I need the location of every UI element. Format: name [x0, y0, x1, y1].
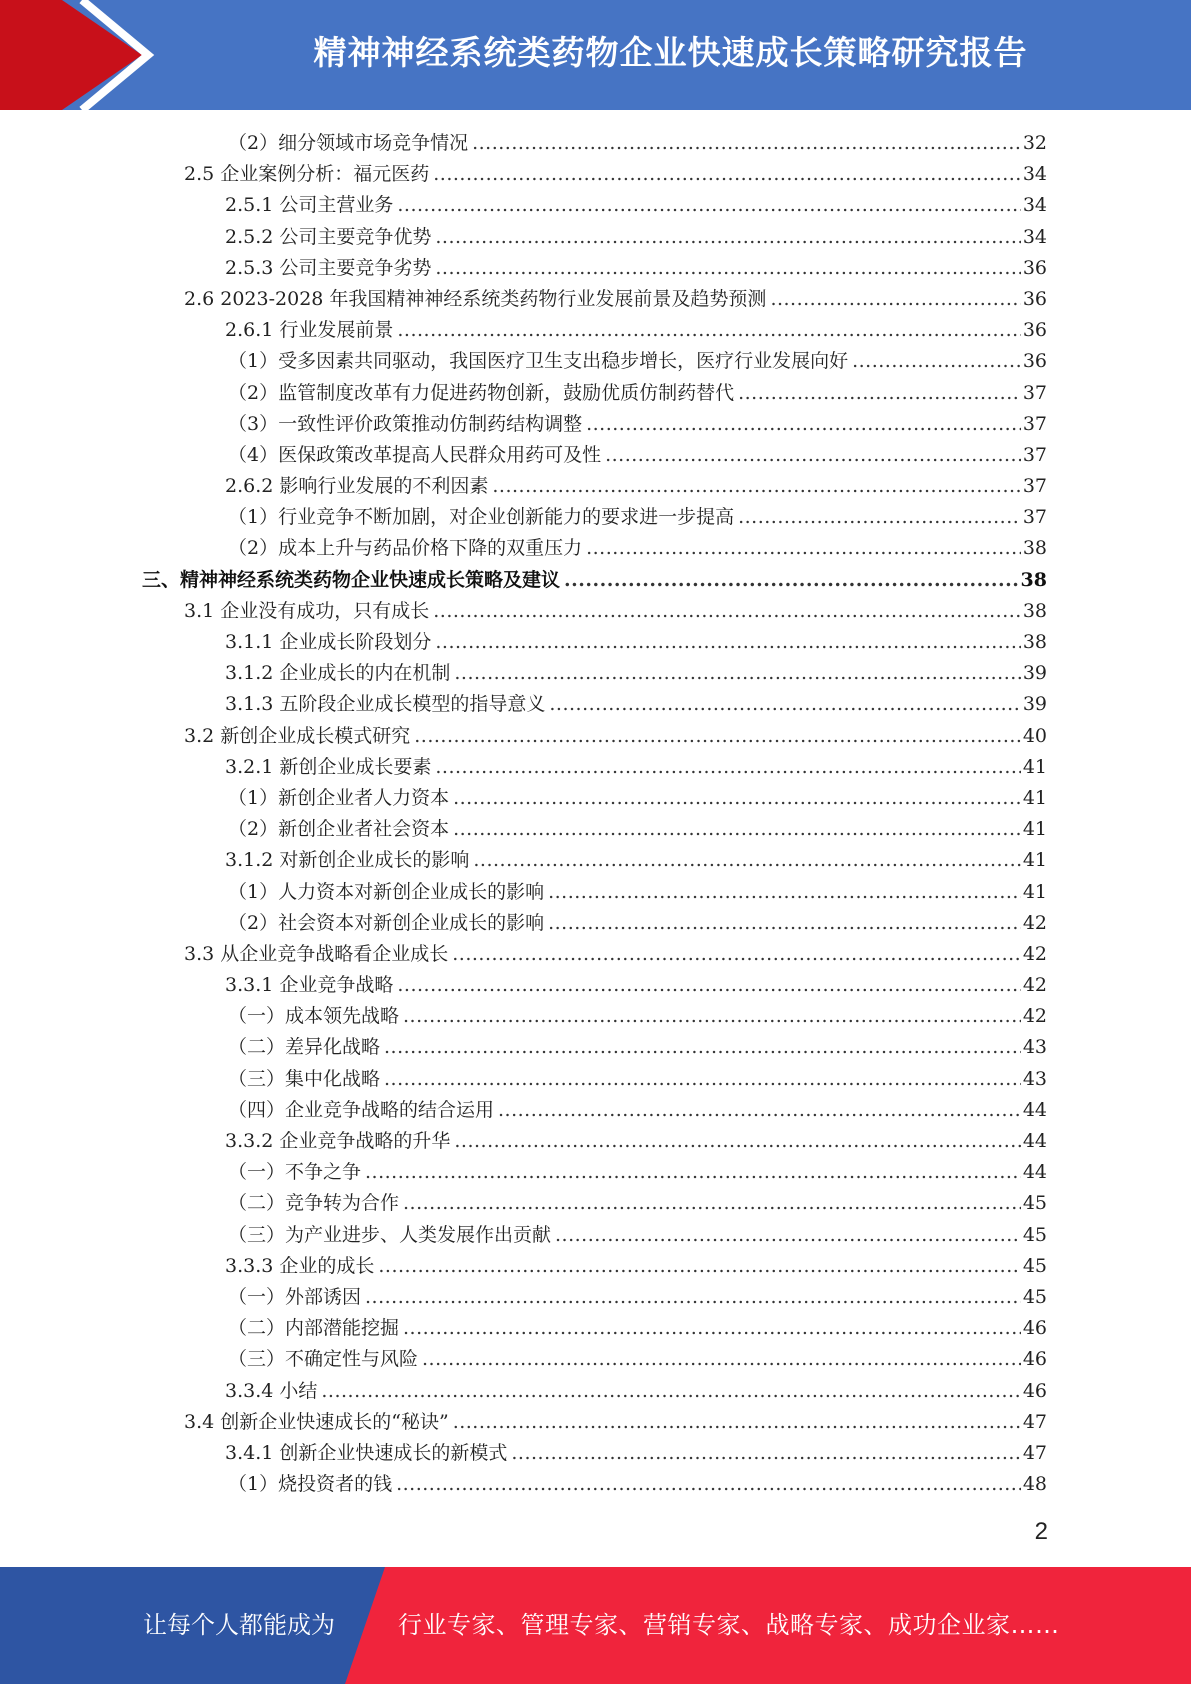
toc-entry-page: 34 [1022, 225, 1047, 248]
toc-entry[interactable] [0, 689, 1191, 720]
toc-entry-page: 34 [1022, 194, 1047, 217]
toc-dot-leader [605, 440, 1021, 471]
toc-entry[interactable] [0, 565, 1191, 596]
toc-dot-leader [498, 1095, 1021, 1126]
toc-entry[interactable] [0, 1001, 1191, 1032]
toc-entry[interactable] [0, 1438, 1191, 1469]
toc-entry[interactable] [0, 814, 1191, 845]
toc-entry-page: 42 [1022, 1005, 1047, 1028]
toc-entry[interactable] [0, 222, 1191, 253]
toc-entry-page: 32 [1022, 132, 1047, 154]
toc-dot-leader [435, 222, 1020, 253]
toc-entry-title: 2.5.3 公司主要竞争劣势 [225, 256, 432, 279]
toc-dot-leader [555, 1220, 1021, 1251]
toc-entry-page: 41 [1022, 818, 1047, 841]
toc-entry-page: 44 [1022, 1098, 1047, 1121]
toc-entry[interactable] [0, 1220, 1191, 1251]
toc-entry-page: 38 [1022, 599, 1047, 622]
toc-entry-page: 37 [1022, 381, 1047, 404]
toc-dot-leader [435, 253, 1020, 284]
toc-dot-leader [384, 1032, 1021, 1063]
toc-entry-page: 44 [1022, 1161, 1047, 1184]
toc-entry-title: 2.5.1 公司主营业务 [225, 194, 394, 217]
toc-dot-leader [738, 378, 1021, 409]
toc-entry-title: 3.3 从企业竞争战略看企业成长 [184, 942, 449, 965]
footer-slogan-left: 让每个人都能成为 [143, 1611, 335, 1639]
toc-entry[interactable] [0, 1376, 1191, 1407]
toc-dot-leader [403, 1313, 1021, 1344]
toc-entry[interactable] [0, 502, 1191, 533]
toc-entry-title: （三）不确定性与风险 [228, 1348, 419, 1371]
toc-entry-title: 3.2 新创企业成长模式研究 [184, 724, 411, 747]
toc-entry[interactable] [0, 378, 1191, 409]
toc-entry[interactable] [0, 1095, 1191, 1126]
toc-entry-title: （三）集中化战略 [228, 1067, 381, 1090]
toc-dot-leader [435, 752, 1020, 783]
toc-entry-page: 39 [1022, 662, 1047, 685]
table-of-contents [0, 128, 1191, 1500]
toc-dot-leader [472, 128, 1021, 159]
toc-dot-leader [473, 845, 1020, 876]
toc-entry[interactable] [0, 596, 1191, 627]
toc-dot-leader [435, 627, 1020, 658]
toc-dot-leader [365, 1157, 1021, 1188]
toc-entry[interactable] [0, 1313, 1191, 1344]
toc-entry-page: 40 [1022, 724, 1047, 747]
toc-dot-leader [433, 159, 1021, 190]
toc-entry[interactable] [0, 1469, 1191, 1500]
toc-dot-leader [770, 284, 1020, 315]
toc-entry[interactable] [0, 128, 1191, 159]
toc-entry-page: 37 [1022, 506, 1047, 529]
toc-entry-title: （一）不争之争 [228, 1161, 362, 1184]
toc-entry[interactable] [0, 1251, 1191, 1282]
toc-entry-page: 41 [1022, 849, 1047, 872]
toc-entry-title: （1）新创企业者人力资本 [228, 786, 450, 809]
toc-dot-leader [397, 190, 1020, 221]
toc-entry[interactable] [0, 440, 1191, 471]
toc-dot-leader [365, 1282, 1021, 1313]
toc-dot-leader [454, 658, 1020, 689]
toc-entry-title: 3.4.1 创新企业快速成长的新模式 [225, 1441, 508, 1464]
toc-entry-title: （二）内部潜能挖掘 [228, 1317, 400, 1340]
toc-entry-page: 37 [1022, 475, 1047, 498]
toc-entry-title: 3.3.3 企业的成长 [225, 1254, 375, 1277]
toc-entry[interactable] [0, 1126, 1191, 1157]
toc-entry-title: （3）一致性评价政策推动仿制药结构调整 [228, 412, 583, 435]
toc-entry-page: 41 [1022, 880, 1047, 903]
toc-entry[interactable] [0, 471, 1191, 502]
toc-entry-page: 46 [1022, 1317, 1047, 1340]
toc-entry-title: （1）受多因素共同驱动，我国医疗卫生支出稳步增长，医疗行业发展向好 [228, 350, 849, 373]
toc-entry[interactable] [0, 1344, 1191, 1375]
toc-entry-page: 34 [1022, 163, 1047, 186]
toc-entry-page: 41 [1022, 755, 1047, 778]
toc-entry-title: 3.3.1 企业竞争战略 [225, 974, 394, 997]
toc-entry-title: （2）监管制度改革有力促进药物创新，鼓励优质仿制药替代 [228, 381, 735, 404]
toc-entry-title: 3.3.2 企业竞争战略的升华 [225, 1130, 451, 1152]
toc-entry-page: 41 [1022, 786, 1047, 809]
toc-dot-leader [586, 409, 1021, 440]
toc-dot-leader [492, 471, 1020, 502]
toc-dot-leader [403, 1188, 1021, 1219]
toc-dot-leader [378, 1251, 1020, 1282]
toc-entry[interactable] [0, 315, 1191, 346]
toc-dot-leader [548, 908, 1021, 939]
toc-entry-page: 48 [1022, 1473, 1047, 1496]
toc-dot-leader [397, 970, 1020, 1001]
toc-entry-title: 3.1.2 对新创企业成长的影响 [225, 849, 470, 872]
toc-entry[interactable] [0, 627, 1191, 658]
toc-entry-title: 3.1.2 企业成长的内在机制 [225, 662, 451, 685]
toc-dot-leader [453, 814, 1021, 845]
toc-entry-title: （二）差异化战略 [228, 1036, 381, 1059]
toc-dot-leader [549, 689, 1020, 720]
toc-dot-leader [852, 346, 1021, 377]
toc-dot-leader [738, 502, 1021, 533]
toc-entry-title: 2.6.2 影响行业发展的不利因素 [225, 475, 489, 498]
toc-entry-page: 37 [1022, 412, 1047, 435]
toc-entry-title: （2）社会资本对新创企业成长的影响 [228, 911, 545, 934]
toc-dot-leader [321, 1376, 1020, 1407]
toc-dot-leader [433, 596, 1021, 627]
toc-entry-title: 2.5 企业案例分析：福元医药 [184, 163, 430, 186]
toc-dot-leader [397, 315, 1020, 346]
toc-entry-page: 39 [1022, 693, 1047, 716]
toc-entry-page: 43 [1022, 1036, 1047, 1059]
toc-entry[interactable] [0, 939, 1191, 970]
toc-dot-leader [384, 1064, 1021, 1095]
toc-entry-page: 46 [1022, 1379, 1047, 1402]
toc-dot-leader [396, 1469, 1021, 1500]
toc-entry-title: 三、精神神经系统类药物企业快速成长策略及建议 [142, 568, 561, 591]
toc-entry-title: （1）行业竞争不断加剧，对企业创新能力的要求进一步提高 [228, 506, 735, 529]
toc-entry-page: 42 [1022, 911, 1047, 934]
toc-entry-title: 3.1 企业没有成功，只有成长 [184, 599, 430, 622]
toc-entry[interactable] [0, 1032, 1191, 1063]
toc-entry-page: 43 [1022, 1067, 1047, 1090]
toc-entry-title: 3.3.4 小结 [225, 1379, 318, 1402]
toc-entry[interactable] [0, 721, 1191, 752]
toc-dot-leader [564, 565, 1019, 596]
toc-entry[interactable] [0, 908, 1191, 939]
toc-entry-title: 3.1.1 企业成长阶段划分 [225, 631, 432, 653]
toc-entry-title: 3.1.3 五阶段企业成长模型的指导意义 [225, 693, 546, 716]
toc-entry[interactable] [0, 1282, 1191, 1313]
footer-banner [0, 1567, 1191, 1684]
toc-entry-page: 38 [1020, 568, 1047, 591]
toc-dot-leader [453, 783, 1021, 814]
toc-entry-title: 2.6.1 行业发展前景 [225, 319, 394, 342]
toc-dot-leader [414, 721, 1021, 752]
toc-entry-title: （4）医保政策改革提高人民群众用药可及性 [228, 443, 602, 466]
report-title: 精神神经系统类药物企业快速成长策略研究报告 [313, 33, 1028, 72]
toc-entry[interactable] [0, 845, 1191, 876]
toc-entry-title: （1）烧投资者的钱 [228, 1473, 393, 1496]
toc-entry[interactable] [0, 658, 1191, 689]
toc-entry-page: 38 [1022, 537, 1047, 560]
toc-entry[interactable] [0, 253, 1191, 284]
toc-entry-page: 36 [1022, 350, 1047, 373]
toc-entry-title: 3.2.1 新创企业成长要素 [225, 755, 432, 778]
report-header [0, 0, 1191, 110]
toc-entry-page: 36 [1022, 319, 1047, 342]
toc-entry[interactable] [0, 783, 1191, 814]
toc-dot-leader [452, 939, 1021, 970]
toc-entry-page: 36 [1022, 287, 1047, 310]
toc-entry-page: 45 [1022, 1192, 1047, 1215]
toc-entry-page: 42 [1022, 942, 1047, 965]
toc-entry[interactable] [0, 533, 1191, 564]
toc-entry[interactable] [0, 970, 1191, 1001]
toc-entry-title: （四）企业竞争战略的结合运用 [228, 1098, 495, 1121]
toc-entry-page: 45 [1022, 1223, 1047, 1246]
toc-entry[interactable] [0, 190, 1191, 221]
toc-entry-title: 3.4 创新企业快速成长的“秘诀” [184, 1410, 449, 1433]
toc-entry-title: （1）人力资本对新创企业成长的影响 [228, 880, 545, 903]
toc-entry-page: 46 [1022, 1348, 1047, 1371]
toc-entry[interactable] [0, 1407, 1191, 1438]
toc-dot-leader [403, 1001, 1021, 1032]
toc-entry-title: （2）新创企业者社会资本 [228, 818, 450, 841]
toc-entry-page: 42 [1022, 974, 1047, 997]
toc-entry-title: 2.5.2 公司主要竞争优势 [225, 225, 432, 248]
toc-entry-page: 44 [1022, 1130, 1047, 1152]
toc-entry[interactable] [0, 284, 1191, 315]
toc-entry-title: 2.6 2023-2028 年我国精神神经系统类药物行业发展前景及趋势预测 [184, 287, 767, 310]
toc-entry[interactable] [0, 159, 1191, 190]
toc-entry-title: （三）为产业进步、人类发展作出贡献 [228, 1223, 552, 1246]
toc-dot-leader [454, 1126, 1020, 1157]
toc-entry-page: 47 [1022, 1441, 1047, 1464]
toc-entry-title: （二）竞争转为合作 [228, 1192, 400, 1215]
toc-entry-title: （一）成本领先战略 [228, 1005, 400, 1028]
toc-entry-page: 45 [1022, 1285, 1047, 1308]
toc-dot-leader [548, 877, 1021, 908]
toc-dot-leader [422, 1344, 1021, 1375]
toc-entry-page: 45 [1022, 1254, 1047, 1277]
toc-entry-page: 47 [1022, 1410, 1047, 1433]
toc-entry[interactable] [0, 1188, 1191, 1219]
toc-dot-leader [586, 533, 1021, 564]
toc-entry-title: （一）外部诱因 [228, 1285, 362, 1308]
toc-entry[interactable] [0, 877, 1191, 908]
toc-dot-leader [511, 1438, 1020, 1469]
toc-entry[interactable] [0, 1157, 1191, 1188]
toc-entry[interactable] [0, 346, 1191, 377]
toc-entry-page: 38 [1022, 631, 1047, 653]
page-number: 2 [1034, 1518, 1048, 1545]
toc-entry-page: 36 [1022, 256, 1047, 279]
toc-entry[interactable] [0, 1064, 1191, 1095]
toc-entry[interactable] [0, 409, 1191, 440]
footer-slogan-right: 行业专家、管理专家、营销专家、战略专家、成功企业家…… [398, 1611, 1060, 1639]
toc-entry-page: 37 [1022, 443, 1047, 466]
toc-entry-title: （2）细分领域市场竞争情况 [228, 132, 469, 154]
toc-dot-leader [453, 1407, 1021, 1438]
toc-entry-title: （2）成本上升与药品价格下降的双重压力 [228, 537, 583, 560]
toc-entry[interactable] [0, 752, 1191, 783]
